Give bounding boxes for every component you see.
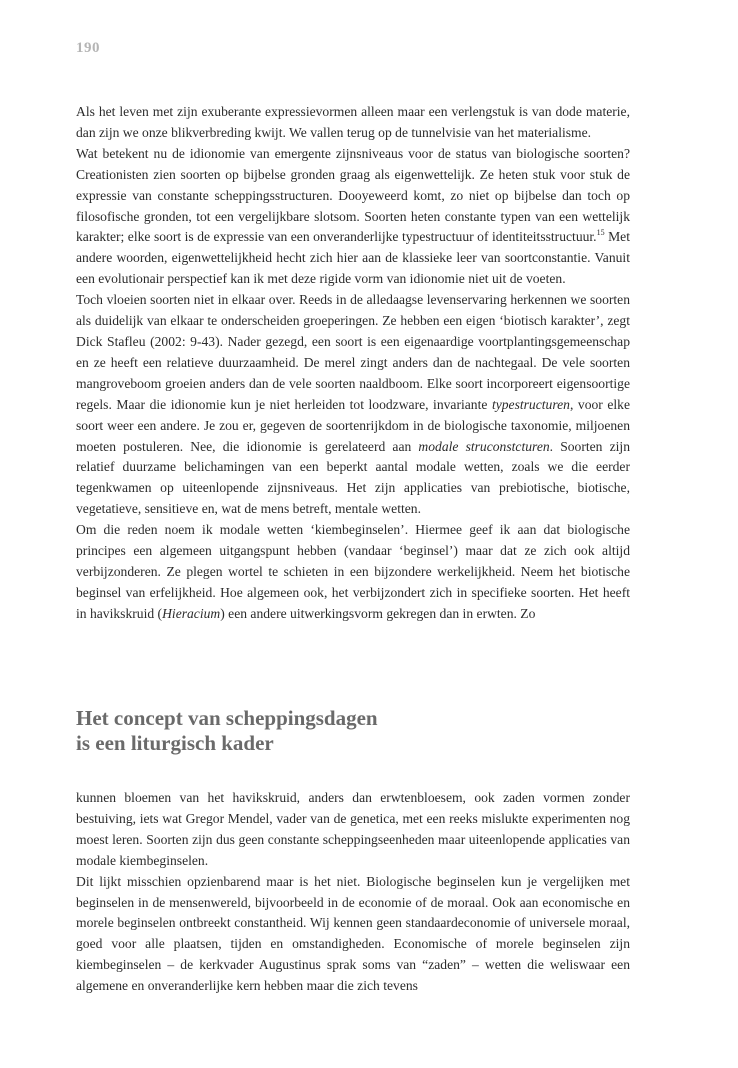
text-run: Om die reden noem ik modale wetten ‘kiembeginselen’. Hiermee geef ik aan dat biologische principes een algemeen uitgangspunt hebben (vandaar ‘beginsel’) maar dat ze zich ook altijd verbijzonderen. Ze plegen wortel te schieten in een bijzondere werkelijkheid. Neem het biotische beginsel van erfelijkheid. Hoe algemeen ook, het verbijzondert zich in specifieke soorten. Het heeft in havikskruid ( [76,522,630,621]
paragraph: Dit lijkt misschien opzienbarend maar is het niet. Biologische beginselen kun je vergelijken met beginselen in de mensenwereld, bijvoorbeeld in de economie of de moraal. Ook aan economische en morele beginselen ontbreekt constantheid. Wij kennen geen standaardeconomie of universele moraal, goed voor alle plaatsen, tijden en omstandigheden. Economische of morele beginselen zijn kiembeginselen – de kerkvader Augustinus sprak soms van “zaden” – wetten die weliswaar een algemene en onveranderlijke kern hebben maar die zich tevens [76,873,630,994]
emphasis: typestructuren [491,396,570,412]
text-run: Met andere woorden, eigenwettelijkheid hecht zich hier aan de klassieke leer van soortconstantie. Vanuit een evolutionair perspectief kan ik met deze rigide vorm van idionomie niet uit de voeten. [76,229,630,287]
heading-line: Het concept van scheppingsdagen [76,706,378,730]
heading-line: is een liturgisch kader [76,731,274,755]
footnote-marker: 15 [596,228,605,238]
body-text-top [76,102,630,625]
text-run: Toch vloeien soorten niet in elkaar over. Reeds in de alledaagse levenservaring herkennen we soorten als duidelijk van elkaar te onderscheiden groeperingen. Ze hebben een eigen ‘biotisch karakter’, zegt Dick Stafleu (2002: 9-43). Nader gezegd, een soort is een eigenaardige voortplantingsgemeenschap en ze heeft een relatieve duurzaamheid. De merel zingt anders dan de nachtegaal. De vele soorten mangroveboom groeien anders dan de vele soorten naaldboom. Elke soort incorporeert eigensoortige regels. Maar die idionomie kun je niet herleiden tot loodzware, invariante [76,292,630,412]
text-run: . Soorten zijn relatief duurzame belichamingen van een beperkt aantal modale wetten, zoals we die eerder tegenkwamen op uiteenlopende zijnsniveaus. Het zijn applicaties van prebiotische, biotische, vegetatieve, sensitieve en, wat de mens betreft, mentale wetten. [76,438,630,517]
body-text-bottom [76,788,630,997]
paragraph [76,290,630,520]
emphasis: Hieracium [162,605,221,621]
paragraph [76,520,630,625]
paragraph [76,144,630,290]
section-heading [76,706,630,756]
text-run: , voor elke soort weer een andere. Je zou er, gegeven de soortenrijkdom in de biologische taxonomie, miljoenen moeten postuleren. Nee, die idionomie is gerelateerd aan [76,396,630,454]
text-run: Wat betekent nu de idionomie van emergente zijnsniveaus voor de status van biologische soorten? Creationisten zien soorten op bijbelse gronden graag als eigenwettelijk. Ze heten stuk voor stuk de expressie van constante scheppingsstructuren. Dooyeweerd komt, zo niet op bijbelse dan toch op filosofische gronden, tot een vergelijkbare slotsom. Soorten heten constante typen van een wettelijk karakter; elke soort is de expressie van een onveranderlijke typestructuur of identiteitsstructuur. [76,145,630,245]
paragraph: kunnen bloemen van het havikskruid, anders dan erwtenbloesem, ook zaden vormen zonder bestuiving, iets wat Gregor Mendel, vader van de genetica, met een reeks mislukte experimenten nog moest leren. Soorten zijn dus geen constante scheppingseenheden maar uiteenlopende applicaties van modale kiembeginselen. [76,790,630,868]
paragraph: Als het leven met zijn exuberante expressievormen alleen maar een verlengstuk is van dode materie, dan zijn we onze blikverbreding kwijt. We vallen terug op de tunnelvisie van het materialisme. [76,104,630,140]
page-number: 190 [76,40,100,56]
emphasis: modale struconstcturen [418,438,550,454]
text-run: ) een andere uitwerkingsvorm gekregen dan in erwten. Zo [220,605,536,621]
